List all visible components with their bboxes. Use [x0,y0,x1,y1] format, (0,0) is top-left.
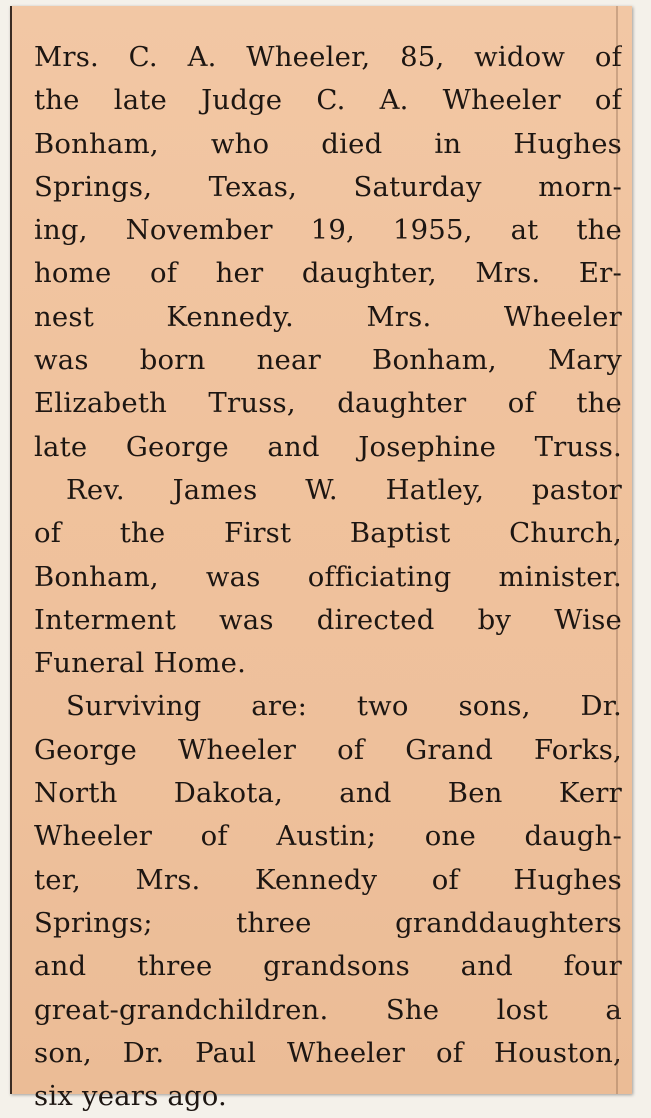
obituary-text [34,36,622,1118]
obituary-line: Surviving are: two sons, Dr. [66,690,622,723]
obituary-line: Elizabeth Truss, daughter of the [34,387,622,420]
obituary-line: of the First Baptist Church, [34,517,622,550]
obituary-line: George Wheeler of Grand Forks, [34,733,622,766]
obituary-line: home of her daughter, Mrs. Er- [34,257,622,290]
obituary-line: late George and Josephine Truss. [34,430,622,463]
obituary-line: North Dakota, and Ben Kerr [34,777,622,810]
obituary-line: great-grandchildren. She lost a [34,993,622,1026]
obituary-line: nest Kennedy. Mrs. Wheeler [34,300,622,333]
obituary-line: Bonham, was officiating minister. [34,560,622,593]
obituary-line: son, Dr. Paul Wheeler of Houston, [34,1036,622,1069]
obituary-line: Interment was directed by Wise [34,603,622,636]
newspaper-clipping [10,6,632,1113]
obituary-line: Springs, Texas, Saturday morn- [34,170,622,203]
obituary-line: the late Judge C. A. Wheeler of [34,84,622,117]
obituary-line: Springs; three granddaughters [34,906,622,939]
obituary-line: Bonham, who died in Hughes [34,127,622,160]
obituary-line: Funeral Home. [34,647,247,680]
obituary-line: was born near Bonham, Mary [34,344,622,377]
obituary-line: Mrs. C. A. Wheeler, 85, widow of [34,41,622,73]
obituary-line: ter, Mrs. Kennedy of Hughes [34,863,622,896]
obituary-line: Rev. James W. Hatley, pastor [66,473,622,506]
obituary-line: six years ago. [34,1080,227,1113]
obituary-line: Wheeler of Austin; one daugh- [34,820,622,853]
obituary-line: ing, November 19, 1955, at the [34,214,622,247]
obituary-line: and three grandsons and four [34,950,622,983]
